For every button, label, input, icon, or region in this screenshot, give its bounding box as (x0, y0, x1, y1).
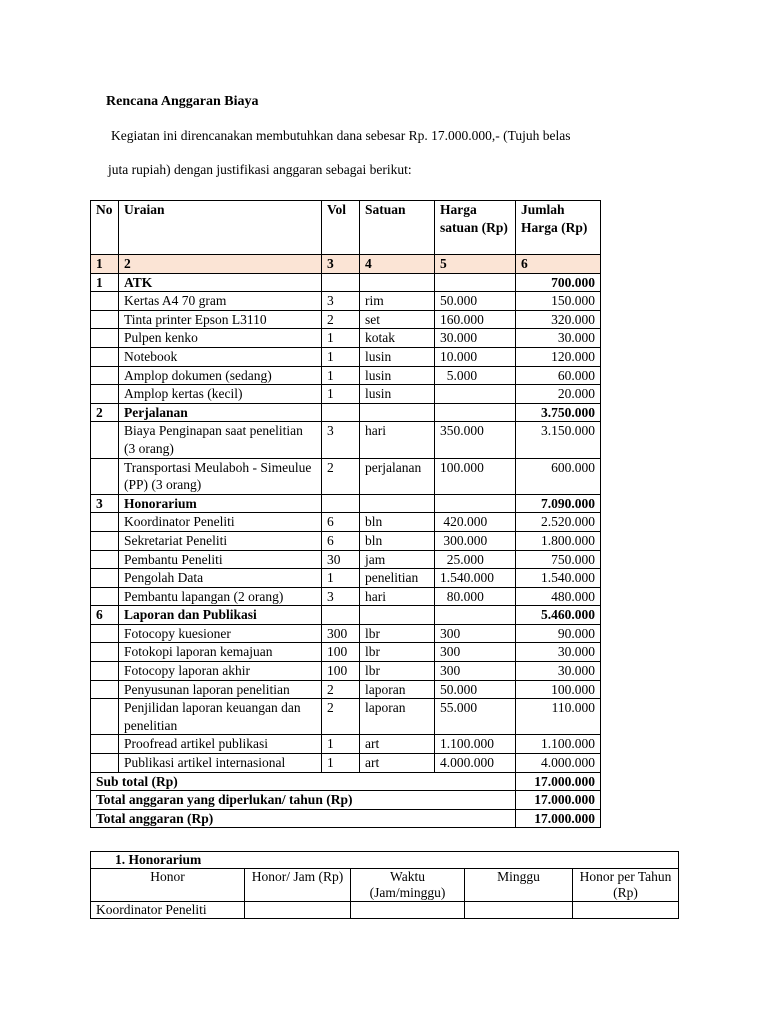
row-jumlah-harga: 20.000 (516, 385, 601, 404)
row-harga-satuan: 25.000 (435, 550, 516, 569)
row-jumlah-harga: 100.000 (516, 680, 601, 699)
row-satuan (360, 494, 435, 513)
honorarium-body (91, 852, 679, 919)
row-uraian: Amplop dokumen (sedang) (119, 366, 322, 385)
row-vol: 2 (322, 699, 360, 735)
row-uraian: Perjalanan (119, 403, 322, 422)
row-satuan: laporan (360, 680, 435, 699)
row-vol: 3 (322, 587, 360, 606)
category-row (91, 494, 601, 513)
row-no (91, 513, 119, 532)
row-satuan: laporan (360, 699, 435, 735)
row-satuan (360, 273, 435, 292)
col-number: 5 (435, 255, 516, 274)
col-number: 2 (119, 255, 322, 274)
row-satuan: art (360, 735, 435, 754)
header-satuan: Satuan (360, 201, 435, 255)
row-uraian: Amplop kertas (kecil) (119, 385, 322, 404)
row-harga-satuan (435, 606, 516, 625)
col-number: 4 (360, 255, 435, 274)
row-satuan: lbr (360, 662, 435, 681)
row-uraian: Biaya Penginapan saat penelitian (3 orang) (119, 422, 322, 458)
row-jumlah-harga: 30.000 (516, 643, 601, 662)
row-uraian: Penyusunan laporan penelitian (119, 680, 322, 699)
row-vol (322, 273, 360, 292)
total-row (91, 772, 601, 791)
row-vol: 1 (322, 366, 360, 385)
header-harga-satuan: Harga satuan (Rp) (435, 201, 516, 255)
row-harga-satuan: 5.000 (435, 366, 516, 385)
table-row (91, 531, 601, 550)
row-satuan: perjalanan (360, 458, 435, 494)
row-uraian: Pengolah Data (119, 569, 322, 588)
row-uraian: Transportasi Meulaboh - Simeulue (PP) (3 orang) (119, 458, 322, 494)
row-jumlah-harga: 1.100.000 (516, 735, 601, 754)
row-no (91, 385, 119, 404)
intro-line-1: Kegiatan ini direncanakan membutuhkan dana sebesar Rp. 17.000.000,- (Tujuh belas (111, 128, 571, 143)
row-harga-satuan: 80.000 (435, 587, 516, 606)
row-harga-satuan: 50.000 (435, 680, 516, 699)
honor-header-minggu: Minggu (465, 869, 573, 902)
col-number: 3 (322, 255, 360, 274)
row-jumlah-harga: 90.000 (516, 624, 601, 643)
row-no (91, 366, 119, 385)
row-satuan: set (360, 310, 435, 329)
row-uraian: Pembantu lapangan (2 orang) (119, 587, 322, 606)
table-row (91, 550, 601, 569)
row-harga-satuan: 4.000.000 (435, 754, 516, 773)
row-no (91, 569, 119, 588)
honorarium-table (90, 851, 679, 919)
table-row (91, 680, 601, 699)
row-jumlah-harga: 120.000 (516, 347, 601, 366)
row-uraian: Pembantu Peneliti (119, 550, 322, 569)
row-uraian: Pulpen kenko (119, 329, 322, 348)
row-vol: 2 (322, 310, 360, 329)
table-row (91, 735, 601, 754)
row-vol: 1 (322, 385, 360, 404)
table-row (91, 292, 601, 311)
honor-header-per-jam: Honor/ Jam (Rp) (245, 869, 351, 902)
total-label: Total anggaran (Rp) (91, 809, 516, 828)
header-no: No (91, 201, 119, 255)
row-jumlah-harga: 5.460.000 (516, 606, 601, 625)
row-satuan: lbr (360, 643, 435, 662)
row-no (91, 624, 119, 643)
row-vol: 3 (322, 422, 360, 458)
row-uraian: Publikasi artikel internasional (119, 754, 322, 773)
table-row (91, 347, 601, 366)
row-no (91, 458, 119, 494)
row-vol: 1 (322, 754, 360, 773)
row-uraian: Fotocopy laporan akhir (119, 662, 322, 681)
row-jumlah-harga: 320.000 (516, 310, 601, 329)
row-satuan: lusin (360, 385, 435, 404)
total-label: Sub total (Rp) (91, 772, 516, 791)
row-no (91, 310, 119, 329)
total-row (91, 809, 601, 828)
row-uraian: Kertas A4 70 gram (119, 292, 322, 311)
row-jumlah-harga: 1.540.000 (516, 569, 601, 588)
budget-header-row (91, 201, 601, 255)
col-number: 6 (516, 255, 601, 274)
row-harga-satuan (435, 385, 516, 404)
row-uraian: Laporan dan Publikasi (119, 606, 322, 625)
row-uraian: Tinta printer Epson L3110 (119, 310, 322, 329)
budget-table (90, 200, 601, 828)
total-value: 17.000.000 (516, 791, 601, 810)
document-title: Rencana Anggaran Biaya (106, 94, 259, 109)
row-satuan: kotak (360, 329, 435, 348)
row-satuan: art (360, 754, 435, 773)
row-satuan: jam (360, 550, 435, 569)
row-uraian: Koordinator Peneliti (119, 513, 322, 532)
row-jumlah-harga: 7.090.000 (516, 494, 601, 513)
row-jumlah-harga: 3.750.000 (516, 403, 601, 422)
honor-row-cell (465, 902, 573, 919)
row-no (91, 735, 119, 754)
honorarium-section-title: 1. Honorarium (91, 852, 679, 869)
category-row (91, 606, 601, 625)
row-harga-satuan: 100.000 (435, 458, 516, 494)
row-uraian: Fotocopy kuesioner (119, 624, 322, 643)
table-row (91, 310, 601, 329)
row-vol (322, 606, 360, 625)
row-no (91, 662, 119, 681)
category-row (91, 403, 601, 422)
row-vol: 2 (322, 680, 360, 699)
row-harga-satuan: 50.000 (435, 292, 516, 311)
table-row (91, 366, 601, 385)
row-satuan: bln (360, 513, 435, 532)
row-jumlah-harga: 480.000 (516, 587, 601, 606)
row-vol: 6 (322, 513, 360, 532)
column-number-row (91, 255, 601, 274)
row-satuan: lusin (360, 347, 435, 366)
row-vol (322, 494, 360, 513)
row-no (91, 292, 119, 311)
row-uraian: Penjilidan laporan keuangan dan penelitian (119, 699, 322, 735)
row-harga-satuan: 160.000 (435, 310, 516, 329)
row-harga-satuan: 350.000 (435, 422, 516, 458)
row-no (91, 329, 119, 348)
row-uraian: Honorarium (119, 494, 322, 513)
row-vol: 1 (322, 347, 360, 366)
table-row (91, 385, 601, 404)
row-jumlah-harga: 30.000 (516, 329, 601, 348)
row-vol: 1 (322, 329, 360, 348)
honor-row-label: Koordinator Peneliti (91, 902, 245, 919)
budget-body (91, 273, 601, 772)
row-harga-satuan: 300 (435, 624, 516, 643)
row-satuan: penelitian (360, 569, 435, 588)
header-uraian: Uraian (119, 201, 322, 255)
category-row (91, 273, 601, 292)
header-jumlah-harga: Jumlah Harga (Rp) (516, 201, 601, 255)
row-no (91, 587, 119, 606)
header-vol: Vol (322, 201, 360, 255)
total-label: Total anggaran yang diperlukan/ tahun (Rp) (91, 791, 516, 810)
row-harga-satuan (435, 494, 516, 513)
row-satuan: lusin (360, 366, 435, 385)
row-satuan (360, 606, 435, 625)
row-jumlah-harga: 60.000 (516, 366, 601, 385)
total-value: 17.000.000 (516, 809, 601, 828)
honorarium-title-row (91, 852, 679, 869)
table-row (91, 643, 601, 662)
table-row (91, 513, 601, 532)
row-no (91, 680, 119, 699)
row-vol: 100 (322, 643, 360, 662)
table-row (91, 422, 601, 458)
row-jumlah-harga: 700.000 (516, 273, 601, 292)
row-vol: 100 (322, 662, 360, 681)
row-no: 1 (91, 273, 119, 292)
row-harga-satuan: 10.000 (435, 347, 516, 366)
row-vol: 30 (322, 550, 360, 569)
honor-row-cell (245, 902, 351, 919)
row-no: 6 (91, 606, 119, 625)
col-number: 1 (91, 255, 119, 274)
row-satuan (360, 403, 435, 422)
row-harga-satuan: 30.000 (435, 329, 516, 348)
table-row (91, 662, 601, 681)
intro-line-2: juta rupiah) dengan justifikasi anggaran sebagai berikut: (108, 162, 412, 177)
table-row (91, 754, 601, 773)
row-satuan: bln (360, 531, 435, 550)
row-vol: 1 (322, 735, 360, 754)
row-vol: 2 (322, 458, 360, 494)
row-uraian: Proofread artikel publikasi (119, 735, 322, 754)
row-harga-satuan (435, 403, 516, 422)
row-vol (322, 403, 360, 422)
row-harga-satuan: 1.100.000 (435, 735, 516, 754)
row-no (91, 422, 119, 458)
row-no (91, 531, 119, 550)
row-uraian: Notebook (119, 347, 322, 366)
honor-row-cell (573, 902, 679, 919)
row-satuan: hari (360, 422, 435, 458)
table-row (91, 699, 601, 735)
honor-header-per-tahun: Honor per Tahun (Rp) (573, 869, 679, 902)
row-uraian: Fotokopi laporan kemajuan (119, 643, 322, 662)
row-uraian: ATK (119, 273, 322, 292)
table-row (91, 329, 601, 348)
row-no (91, 550, 119, 569)
honorarium-header-row (91, 869, 679, 902)
row-jumlah-harga: 110.000 (516, 699, 601, 735)
row-harga-satuan: 300 (435, 643, 516, 662)
row-no (91, 699, 119, 735)
honor-header-waktu: Waktu (Jam/minggu) (351, 869, 465, 902)
row-vol: 6 (322, 531, 360, 550)
row-jumlah-harga: 1.800.000 (516, 531, 601, 550)
row-no: 2 (91, 403, 119, 422)
row-no: 3 (91, 494, 119, 513)
row-jumlah-harga: 750.000 (516, 550, 601, 569)
row-vol: 1 (322, 569, 360, 588)
row-jumlah-harga: 30.000 (516, 662, 601, 681)
row-harga-satuan: 300.000 (435, 531, 516, 550)
row-harga-satuan: 55.000 (435, 699, 516, 735)
row-no (91, 643, 119, 662)
row-harga-satuan: 1.540.000 (435, 569, 516, 588)
honor-header-honor: Honor (91, 869, 245, 902)
row-harga-satuan (435, 273, 516, 292)
row-satuan: rim (360, 292, 435, 311)
row-no (91, 754, 119, 773)
total-row (91, 791, 601, 810)
row-jumlah-harga: 150.000 (516, 292, 601, 311)
row-harga-satuan: 300 (435, 662, 516, 681)
row-vol: 300 (322, 624, 360, 643)
row-satuan: hari (360, 587, 435, 606)
budget-totals (91, 772, 601, 828)
row-harga-satuan: 420.000 (435, 513, 516, 532)
row-jumlah-harga: 3.150.000 (516, 422, 601, 458)
row-jumlah-harga: 600.000 (516, 458, 601, 494)
table-row (91, 458, 601, 494)
row-jumlah-harga: 2.520.000 (516, 513, 601, 532)
intro-paragraph (108, 119, 648, 187)
total-value: 17.000.000 (516, 772, 601, 791)
table-row (91, 587, 601, 606)
row-jumlah-harga: 4.000.000 (516, 754, 601, 773)
row-uraian: Sekretariat Peneliti (119, 531, 322, 550)
honor-row-cell (351, 902, 465, 919)
row-vol: 3 (322, 292, 360, 311)
table-row (91, 624, 601, 643)
row-no (91, 347, 119, 366)
row-satuan: lbr (360, 624, 435, 643)
table-row (91, 902, 679, 919)
table-row (91, 569, 601, 588)
